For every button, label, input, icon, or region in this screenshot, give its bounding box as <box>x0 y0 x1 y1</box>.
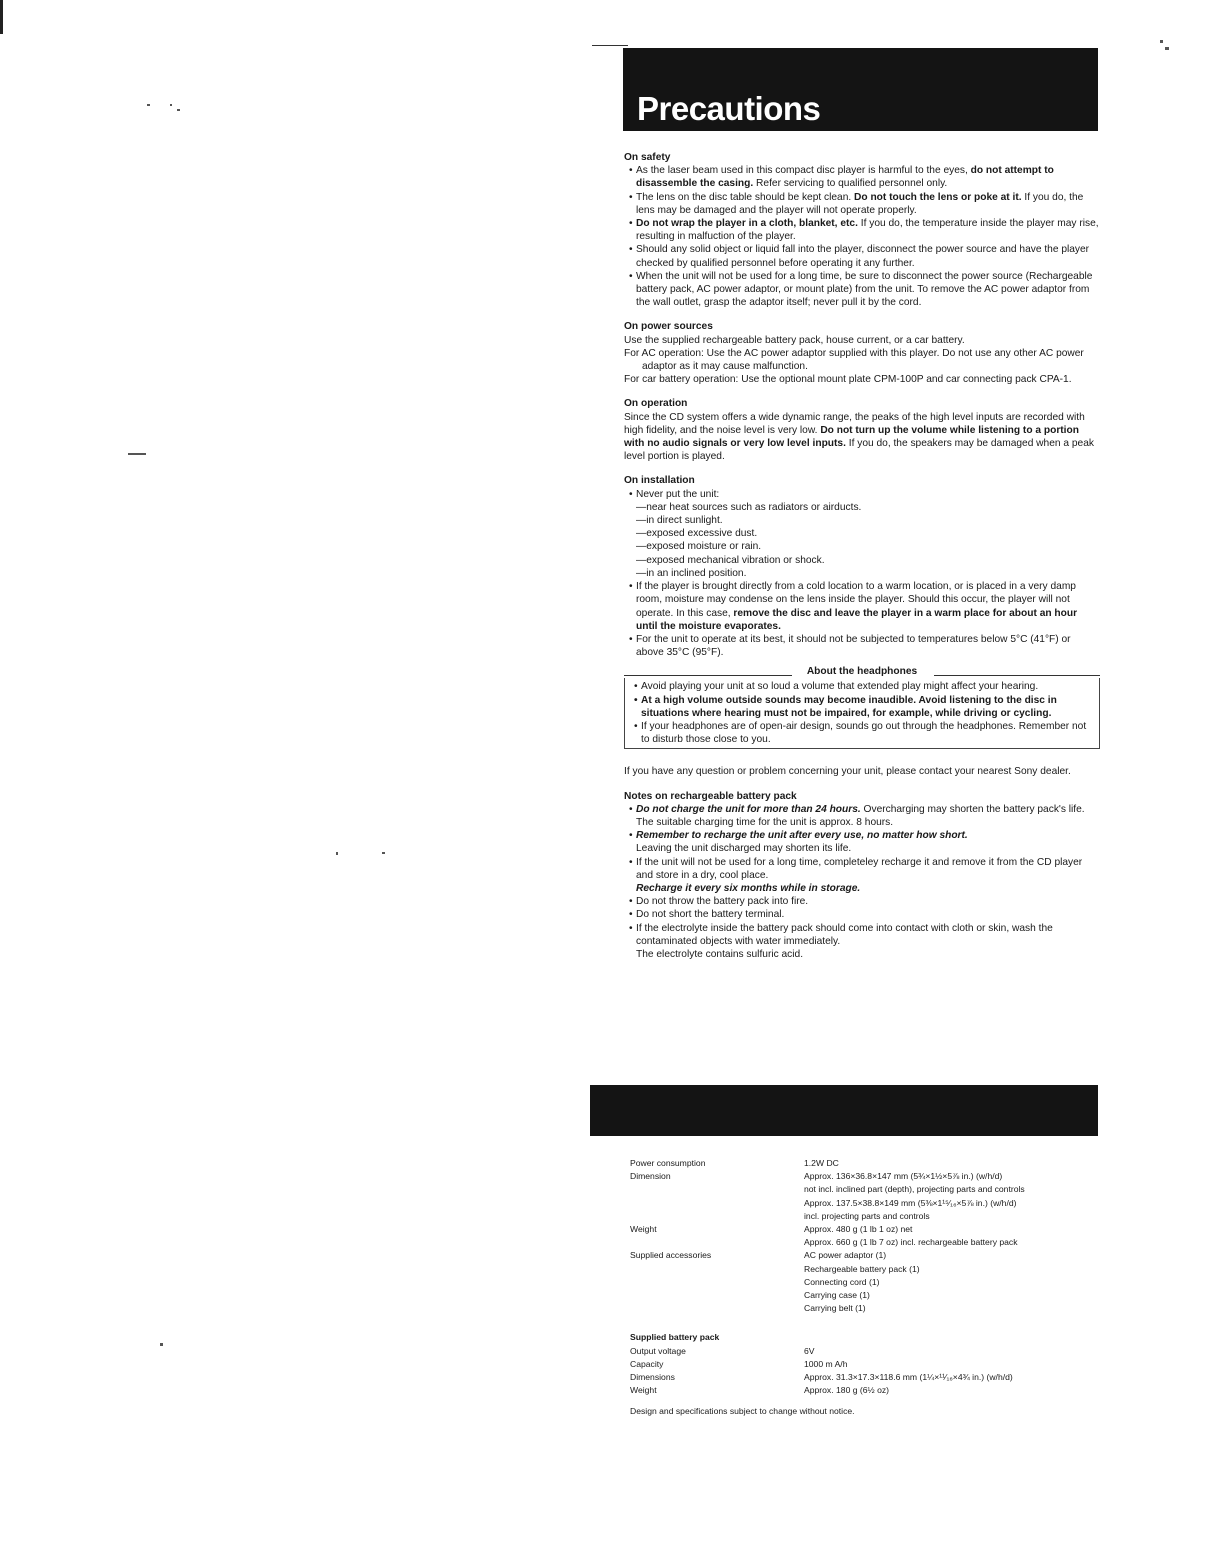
list-item: • As the laser beam used in this compact disc player is harmful to the eyes, do not attempt to disassemble the casing. Refer servicing to qualified personnel only. <box>624 164 1100 190</box>
sub-item: —in an inclined position. <box>636 567 747 579</box>
scan-speck <box>160 1343 163 1346</box>
spec-value: Approx. 480 g (1 lb 1 oz) net Approx. 660 g (1 lb 7 oz) incl. rechargeable battery pack <box>804 1224 1018 1248</box>
paragraph: Use the supplied rechargeable battery pack, house current, or a car battery. <box>624 334 965 346</box>
spec-row <box>630 1223 1100 1249</box>
section-heading: On installation <box>624 475 695 487</box>
section-heading: On safety <box>624 152 671 163</box>
spec-label: Dimension <box>630 1171 671 1182</box>
headphones-box <box>624 678 1100 749</box>
spec-label: Weight <box>630 1224 657 1235</box>
list-item: • Remember to recharge the unit after every use, no matter how short. <box>624 829 1100 842</box>
list-item: • Do not wrap the player in a cloth, blanket, etc. If you do, the temperature inside the player may rise, resulting in malfuction of the player. <box>624 217 1100 243</box>
paragraph: For car battery operation: Use the optional mount plate CPM-100P and car connecting pack CPA-1. <box>624 374 1072 386</box>
section-heading: Notes on rechargeable battery pack <box>624 790 797 802</box>
spec-footer: Design and specifications subject to change without notice. <box>630 1406 855 1417</box>
list-item: • Do not throw the battery pack into fire. <box>624 895 1100 908</box>
list-item: • If the unit will not be used for a long time, completeley recharge it and remove it from the CD player and store in a dry, cool place. <box>624 856 1100 882</box>
title-rule-right <box>934 675 1100 676</box>
sub-item: —exposed moisture or rain. <box>636 541 762 553</box>
spec-value: 6V <box>804 1345 815 1356</box>
list-item-continuation: Leaving the unit discharged may shorten its life. <box>636 843 852 855</box>
section-battery <box>624 790 1100 962</box>
page-title: Precautions <box>637 90 821 127</box>
sub-item: —near heat sources such as radiators or airducts. <box>636 501 862 513</box>
spec-label: Supplied accessories <box>630 1250 712 1261</box>
list-item: • If your headphones are of open-air design, sounds go out through the headphones. Remember not to disturb those close to you. <box>629 720 1095 746</box>
scan-speck <box>382 852 385 854</box>
spec-row <box>630 1358 1100 1371</box>
scan-speck <box>1160 40 1163 43</box>
spec-value: Approx. 31.3×17.3×118.6 mm (1¼×¹¹⁄₁₆×4¾ in.) (w/h/d) <box>804 1372 1013 1383</box>
headphones-heading: About the headphones <box>806 666 918 678</box>
spec-label: Weight <box>630 1385 657 1396</box>
list-item: • Should any solid object or liquid fall into the player, disconnect the power source and have the player checked by qualified personnel before operating it any further. <box>624 243 1100 269</box>
spec-label: Capacity <box>630 1358 664 1369</box>
spec-row <box>630 1249 1100 1315</box>
spec-row <box>630 1157 1100 1170</box>
section-safety <box>624 151 1100 309</box>
spec-value: Approx. 136×36.8×147 mm (5¾×1½×5⅞ in.) (w/h/d) not incl. inclined part (depth), projecting parts and controls Approx. 137.5×38.8×149 mm (5⅜×1¹⁵⁄₁₆×5⅞ in.) (w/h/d) incl. projecting parts and controls <box>804 1171 1025 1221</box>
spec-label: Dimensions <box>630 1372 675 1383</box>
section-operation <box>624 397 1100 463</box>
spec-row <box>630 1170 1100 1223</box>
spec-value: 1000 m A/h <box>804 1358 848 1369</box>
list-item: • For the unit to operate at its best, it should not be subjected to temperatures below 5°C (41°F) or above 35°C (95°F). <box>624 633 1100 659</box>
list-item: • Avoid playing your unit at so loud a volume that extended play might affect your hearing. <box>629 680 1095 693</box>
specifications <box>630 1157 1100 1419</box>
spec-row <box>630 1345 1100 1358</box>
spec-row <box>630 1371 1100 1384</box>
list-item-continuation: The electrolyte contains sulfuric acid. <box>636 948 804 960</box>
spec-label: Output voltage <box>630 1345 686 1356</box>
paragraph: For AC operation: Use the AC power adaptor supplied with this player. Do not use any other AC power adaptor as it may cause malfunction. <box>624 347 1084 373</box>
headphones-title <box>624 665 1100 678</box>
title-banner <box>623 48 1098 131</box>
spec-value: Approx. 180 g (6½ oz) <box>804 1385 890 1396</box>
sub-item: —exposed excessive dust. <box>636 528 758 540</box>
precautions-content <box>624 151 1100 972</box>
spec-label: Power consumption <box>630 1158 706 1168</box>
list-item-continuation: Recharge it every six months while in storage. <box>636 882 861 894</box>
paragraph: Since the CD system offers a wide dynamic range, the peaks of the high level inputs are recorded with high fidelity, and the noise level is very low. Do not turn up the volume while listening to a portion with no audio signals or very low level inputs. If you do, the speakers may be damaged when a peak level portion is played. <box>624 411 1094 463</box>
section-power <box>624 320 1100 386</box>
section-heading: On operation <box>624 398 688 410</box>
list-item: • If the electrolyte inside the battery pack should come into contact with cloth or skin, wash the contaminated objects with water immediately. <box>624 922 1100 948</box>
scan-speck <box>1165 47 1169 50</box>
spec-value: AC power adaptor (1) Rechargeable battery pack (1) Connecting cord (1) Carrying case (1) Carrying belt (1) <box>804 1250 920 1314</box>
paragraph: If you have any question or problem concerning your unit, please contact your nearest Sony dealer. <box>624 766 1071 778</box>
scan-speck <box>128 453 146 455</box>
list-item: • At a high volume outside sounds may become inaudible. Avoid listening to the disc in situations where hearing must not be impaired, for example, while driving or cycling. <box>629 694 1095 720</box>
list-item: • Do not short the battery terminal. <box>624 908 1100 921</box>
spec-value: 1.2W DC <box>804 1158 839 1168</box>
section-installation <box>624 474 1100 659</box>
scan-speck <box>147 104 150 106</box>
list-item: • When the unit will not be used for a long time, be sure to disconnect the power source (Rechargeable battery pack, AC power adaptor, or mount plate) from the unit. To remove the AC power adaptor from the wall outlet, grasp the adaptor itself; never pull it by the cord. <box>624 270 1100 310</box>
sub-item: —in direct sunlight. <box>636 515 723 527</box>
list-item: • The lens on the disc table should be kept clean. Do not touch the lens or poke at it. If you do, the lens may be damaged and the player will not operate properly. <box>624 191 1100 217</box>
scan-speck <box>170 104 172 106</box>
specifications-banner <box>590 1085 1098 1136</box>
scan-speck <box>177 109 180 111</box>
list-item: • Never put the unit: <box>624 488 1100 501</box>
spec-subheading: Supplied battery pack <box>630 1332 720 1343</box>
title-rule-left <box>624 675 792 676</box>
header-rule <box>592 45 628 46</box>
section-contact <box>624 765 1100 778</box>
headphones-notice <box>624 665 1100 749</box>
scan-speck <box>336 852 338 855</box>
spec-row <box>630 1384 1100 1397</box>
sub-item: —exposed mechanical vibration or shock. <box>636 554 825 566</box>
scan-edge-mark <box>0 0 3 34</box>
list-item: • Do not charge the unit for more than 24 hours. Overcharging may shorten the battery pack's life. The suitable charging time for the unit is approx. 8 hours. <box>624 803 1100 829</box>
list-item: • If the player is brought directly from a cold location to a warm location, or is placed in a very damp room, moisture may condense on the lens inside the player. Should this occur, the player will not operate. In this case, remove the disc and leave the player in a warm place for about an hour until the moisture evaporates. <box>624 580 1100 633</box>
section-heading: On power sources <box>624 321 713 333</box>
